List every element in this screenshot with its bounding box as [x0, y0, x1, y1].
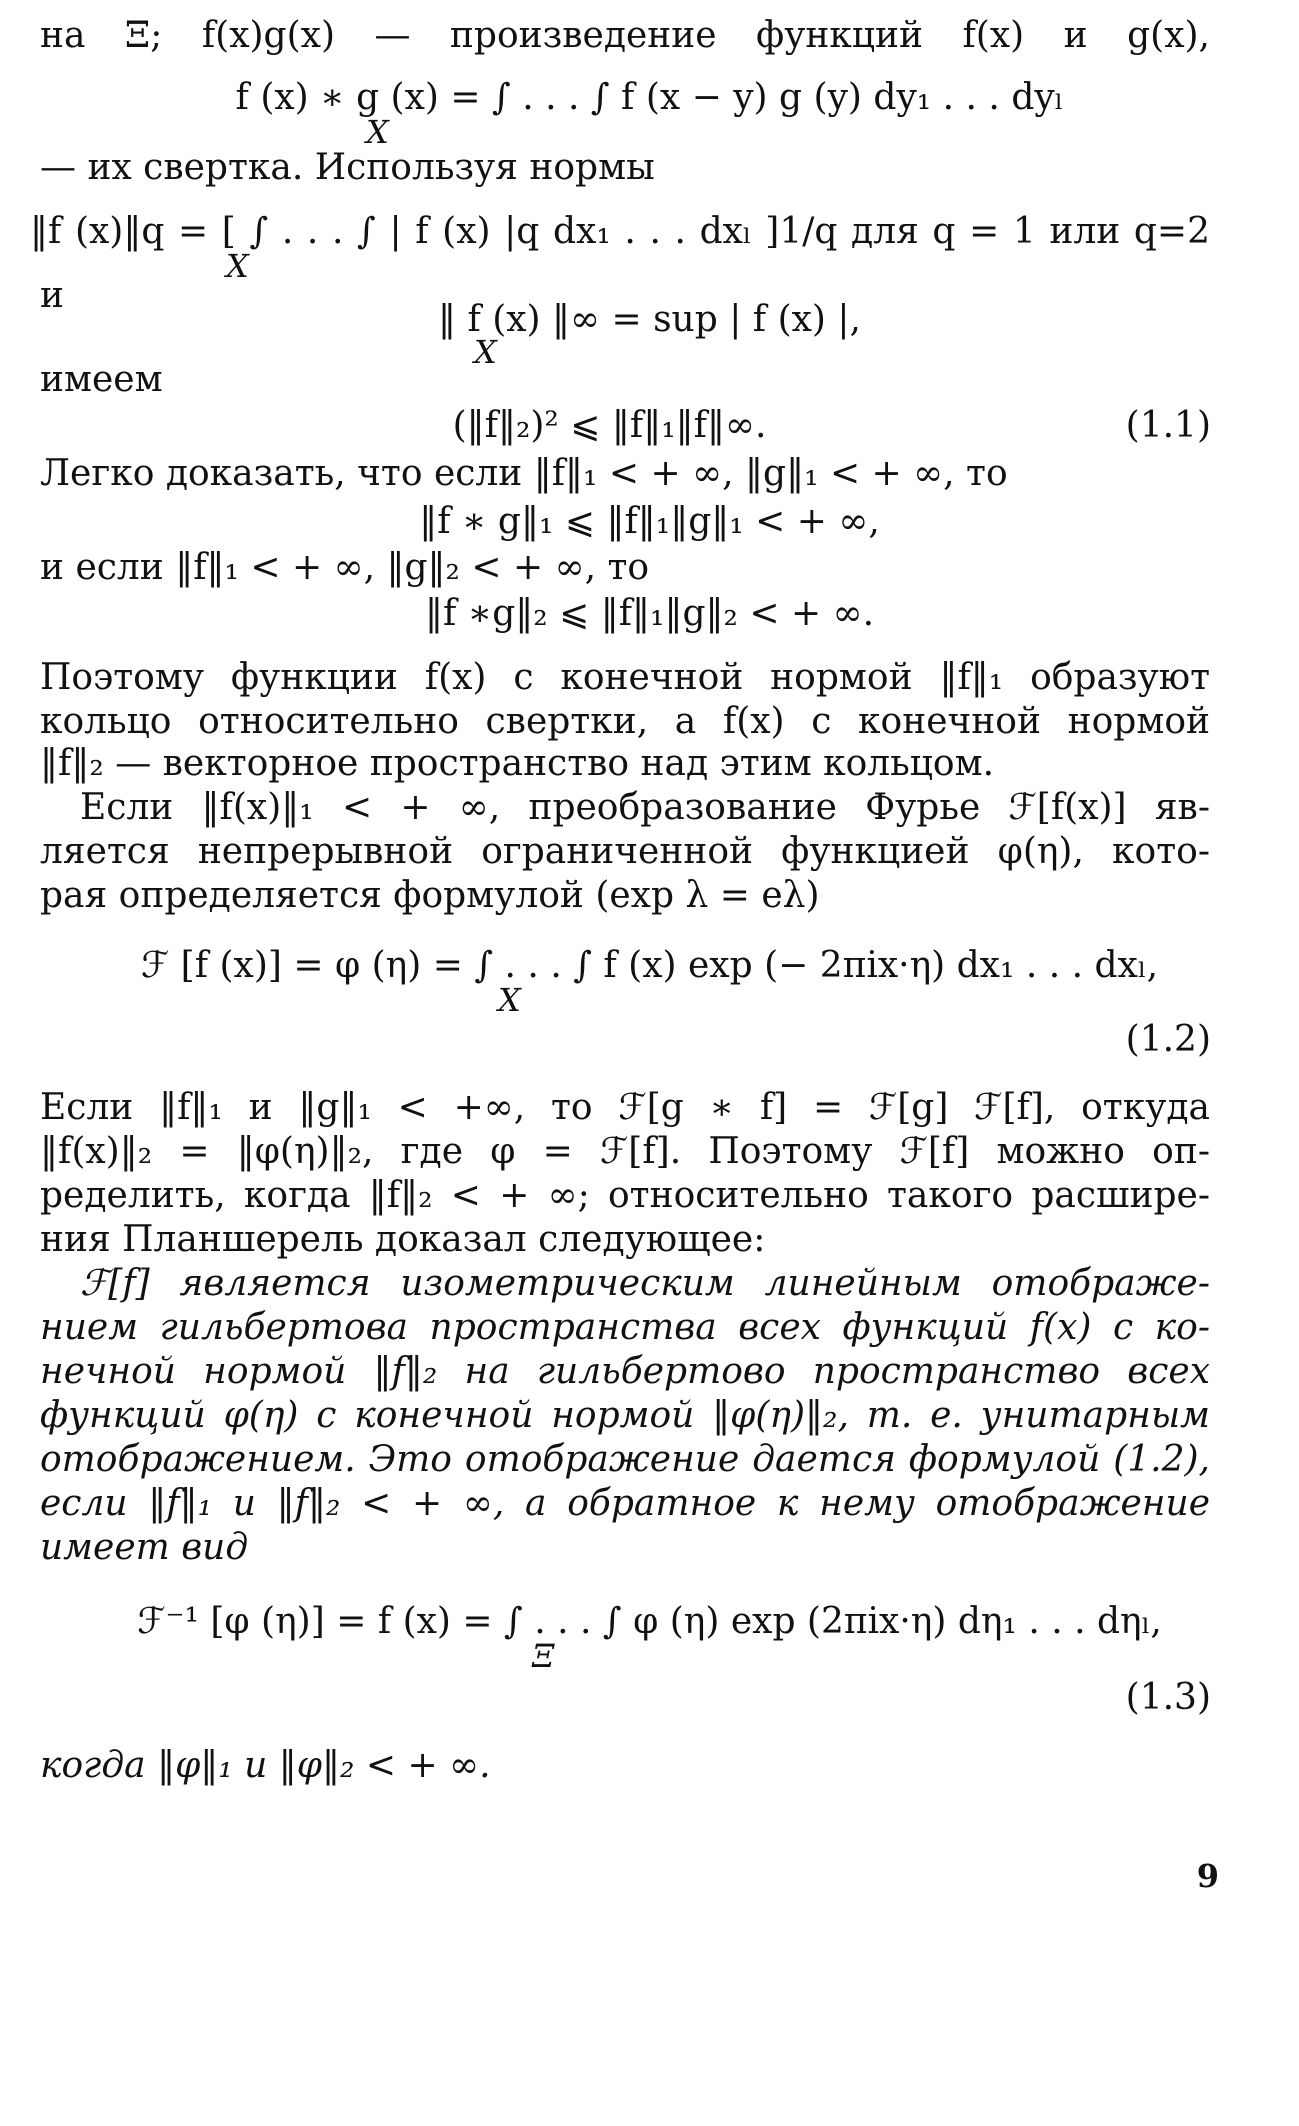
text-line: — их свертка. Используя нормы — [40, 147, 655, 188]
theorem-line: когда ‖φ‖₁ и ‖φ‖₂ < + ∞. — [40, 1745, 491, 1786]
theorem-line: ℱ[f] является изометрическим линейным отображе- — [80, 1263, 1210, 1304]
theorem-line: отображением. Это отображение дается формулой (1.2), — [40, 1439, 1210, 1480]
text-line: ния Планшерель доказал следующее: — [40, 1219, 766, 1260]
equation-number: (1.3) — [1125, 1677, 1211, 1718]
equation-number: (1.1) — [1125, 405, 1211, 446]
text-line: ‖f‖₂ — векторное пространство над этим кольцом. — [40, 743, 995, 784]
equation-fourier-transform: ℱ [f (x)] = φ (η) = ∫ . . . ∫ f (x) exp (− 2πix·η) dx₁ . . . dxₗ, — [140, 945, 1159, 986]
text-line: и если ‖f‖₁ < + ∞, ‖g‖₂ < + ∞, то — [40, 547, 650, 588]
text-line: Если ‖f‖₁ и ‖g‖₁ < +∞, то ℱ[g ∗ f] = ℱ[g] ℱ[f], откуда — [40, 1087, 1210, 1128]
theorem-line: функций φ(η) с конечной нормой ‖φ(η)‖₂, т. е. унитарным — [40, 1395, 1210, 1436]
equation-inequality: ‖f ∗g‖₂ ⩽ ‖f‖₁‖g‖₂ < + ∞. — [424, 593, 875, 634]
text-line: Легко доказать, что если ‖f‖₁ < + ∞, ‖g‖₁ < + ∞, то — [40, 453, 1008, 494]
equation-1-1: (‖f‖₂)² ⩽ ‖f‖₁‖f‖∞. — [452, 405, 767, 446]
text-line: имеем — [40, 359, 163, 400]
text-line: ределить, когда ‖f‖₂ < + ∞; относительно такого расшире- — [40, 1175, 1210, 1216]
text-line: Если ‖f(x)‖₁ < + ∞, преобразование Фурье ℱ[f(x)] яв- — [80, 787, 1210, 828]
text-line: ляется непрерывной ограниченной функцией φ(η), кото- — [40, 831, 1210, 872]
text-line: Поэтому функции f(x) с конечной нормой ‖f‖₁ образуют — [40, 657, 1210, 698]
theorem-line: нием гильбертова пространства всех функций f(x) с ко- — [40, 1307, 1210, 1348]
equation-inequality: ‖f ∗ g‖₁ ⩽ ‖f‖₁‖g‖₁ < + ∞, — [419, 501, 880, 542]
text-line: кольцо относительно свертки, а f(x) с конечной нормой — [40, 701, 1210, 742]
text-line: рая определяется формулой (exp λ = eλ) — [40, 875, 820, 916]
integration-domain-label: Ξ — [532, 1637, 555, 1675]
sup-domain-label: X — [474, 333, 497, 371]
theorem-line: если ‖f‖₁ и ‖f‖₂ < + ∞, а обратное к нему отображение — [40, 1483, 1210, 1524]
equation-convolution: f (x) ∗ g (x) = ∫ . . . ∫ f (x − y) g (y) dy₁ . . . dyₗ — [235, 77, 1064, 118]
theorem-line: нечной нормой ‖f‖₂ на гильбертово пространство всех — [40, 1351, 1210, 1392]
integration-domain-label: X — [498, 981, 521, 1019]
equation-norm: ‖f (x)‖q = [ ∫ . . . ∫ | f (x) |q dx₁ . . . dxₗ ]1/q для q = 1 или q=2 — [30, 211, 1210, 252]
equation-sup-norm: ‖ f (x) ‖∞ = sup | f (x) |, — [438, 299, 861, 340]
page-number: 9 — [1196, 1857, 1219, 1895]
integration-domain-label: X — [226, 247, 249, 285]
theorem-line: имеет вид — [40, 1527, 249, 1568]
text-line: и — [40, 275, 64, 316]
text-line: ‖f(x)‖₂ = ‖φ(η)‖₂, где φ = ℱ[f]. Поэтому ℱ[f] можно оп- — [40, 1131, 1210, 1172]
equation-number: (1.2) — [1125, 1019, 1211, 1060]
equation-inverse-fourier-transform: ℱ⁻¹ [φ (η)] = f (x) = ∫ . . . ∫ φ (η) exp (2πix·η) dη₁ . . . dηₗ, — [137, 1601, 1162, 1642]
integration-domain-label: X — [366, 113, 389, 151]
text-line: на Ξ; f(x)g(x) — произведение функций f(x) и g(x), — [40, 15, 1210, 56]
